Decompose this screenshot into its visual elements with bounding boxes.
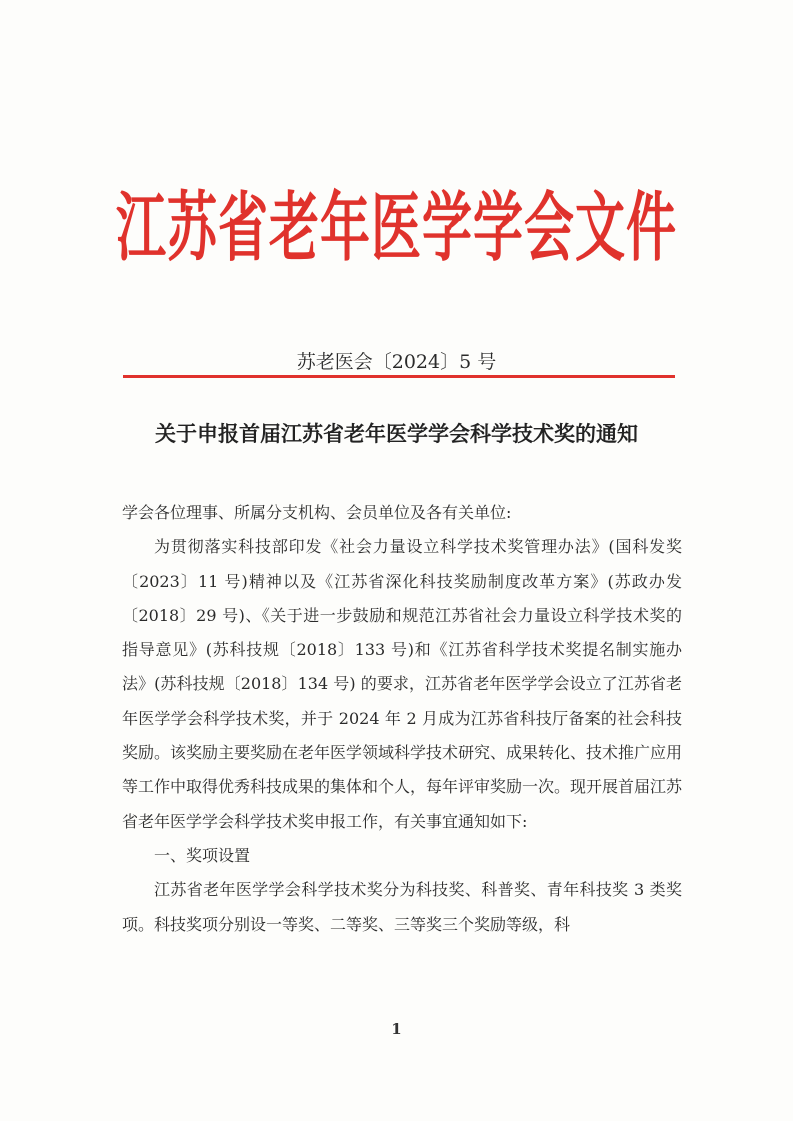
- page-number: 1: [391, 1020, 402, 1038]
- notice-title: 关于申报首届江苏省老年医学学会科学技术奖的通知: [155, 422, 638, 446]
- document-number: 苏老医会〔2024〕5 号: [296, 351, 497, 373]
- salutation: 学会各位理事、所属分支机构、会员单位及各有关单位:: [122, 503, 512, 522]
- body-paragraph-intro: 为贯彻落实科技部印发《社会力量设立科学技术奖管理办法》(国科发奖〔2023〕11 号)精神以及《江苏省深化科技奖励制度改革方案》(苏政办发〔2018〕29 号)、《关于进一步鼓励和规范江苏省社会力量设立科学技术奖的指导意见》(苏科技规〔2018〕133 号)和《江苏省科学技术奖提名制实施办法》(苏科技规〔2018〕134 号) 的要求，江苏省老年医学学会设立了江苏省老年医学学会科学技术奖，并于 2024 年 2 月成为江苏省科技厅备案的社会科技奖励。该奖励主要奖励在老年医学领域科学技术研究、成果转化、技术推广应用等工作中取得优秀科技成果的集体和个人，每年评审奖励一次。现开展首届江苏省老年医学学会科学技术奖申报工作，有关事宜通知如下:: [122, 537, 683, 831]
- body-paragraph-awards: 江苏省老年医学学会科学技术奖分为科技奖、科普奖、青年科技奖 3 类奖项。科技奖项分别设一等奖、二等奖、三等奖三个奖励等级，科: [122, 880, 682, 934]
- red-divider-line: [123, 375, 675, 378]
- section-heading-awards: 一、奖项设置: [154, 845, 251, 865]
- masthead-title: 江苏省老年医学学会文件: [116, 184, 677, 272]
- document-body: [122, 496, 682, 942]
